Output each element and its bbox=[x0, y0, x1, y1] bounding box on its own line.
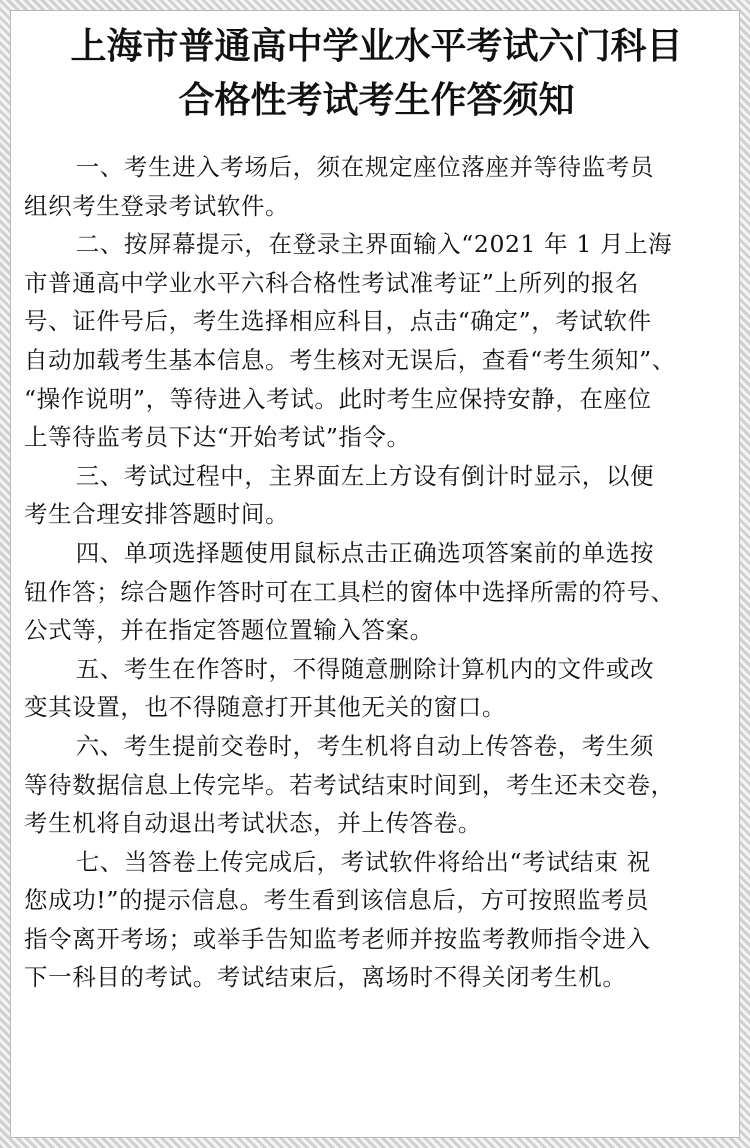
paragraph-line: 七、当答卷上传完成后，考试软件将给出“考试结束 祝 bbox=[75, 847, 651, 876]
paragraph-4 bbox=[24, 534, 729, 650]
paragraph-line: 三、考试过程中，主界面左上方设有倒计时显示，以便 bbox=[75, 461, 655, 490]
paragraph-line: 指令离开考场；或举手告知监考老师并按监考教师指令进入 bbox=[24, 924, 651, 953]
paragraph-line: 下一科目的考试。考试结束后，离场时不得关闭考生机。 bbox=[24, 963, 627, 992]
title-line-1: 上海市普通高中学业水平考试六门科目 bbox=[70, 26, 683, 67]
paragraph-line: 变其设置，也不得随意打开其他无关的窗口。 bbox=[24, 693, 506, 722]
paragraph-line: 考生机将自动退出考试状态，并上传答卷。 bbox=[24, 809, 482, 838]
paragraph-line: 公式等，并在指定答题位置输入答案。 bbox=[24, 616, 434, 645]
paragraph-5 bbox=[24, 650, 729, 727]
paragraph-line: 二、按屏幕提示，在登录主界面输入“2021 年 1 月上海 bbox=[75, 230, 673, 259]
paragraph-line: 一、考生进入考场后，须在规定座位落座并等待监考员 bbox=[75, 153, 655, 181]
notice-document bbox=[24, 20, 729, 997]
paragraph-line: 号、证件号后，考生选择相应科目，点击“确定”，考试软件 bbox=[24, 307, 652, 336]
notice-body bbox=[24, 148, 729, 997]
paragraph-7 bbox=[24, 843, 729, 997]
paragraph-line: 等待数据信息上传完毕。若考试结束时间到，考生还未交卷， bbox=[24, 770, 675, 799]
paragraph-3 bbox=[24, 457, 729, 534]
paragraph-line: 六、考生提前交卷时，考生机将自动上传答卷，考生须 bbox=[75, 731, 655, 760]
paragraph-1 bbox=[24, 148, 729, 225]
paragraph-line: 组织考生登录考试软件。 bbox=[24, 191, 290, 220]
paragraph-line: 考生合理安排答题时间。 bbox=[24, 500, 290, 529]
paragraph-line: 您成功!”的提示信息。考生看到该信息后，方可按照监考员 bbox=[24, 886, 650, 915]
paragraph-6 bbox=[24, 727, 729, 843]
paragraph-line: “操作说明”，等待进入考试。此时考生应保持安静，在座位 bbox=[24, 384, 652, 413]
paragraph-line: 五、考生在作答时，不得随意删除计算机内的文件或改 bbox=[75, 654, 655, 683]
paragraph-line: 钮作答；综合题作答时可在工具栏的窗体中选择所需的符号、 bbox=[24, 577, 675, 606]
paragraph-line: 上等待监考员下达“开始考试”指令。 bbox=[24, 423, 411, 452]
paragraph-line: 四、单项选择题使用鼠标点击正确选项答案前的单选按 bbox=[75, 538, 655, 567]
title-line-2: 合格性考试考生作答须知 bbox=[178, 80, 575, 121]
paragraph-2 bbox=[24, 225, 729, 457]
paragraph-line: 自动加载考生基本信息。考生核对无误后，查看“考生须知”、 bbox=[24, 345, 676, 374]
paragraph-line: 市普通高中学业水平六科合格性考试准考证”上所列的报名 bbox=[24, 268, 640, 297]
document-title bbox=[24, 20, 729, 128]
